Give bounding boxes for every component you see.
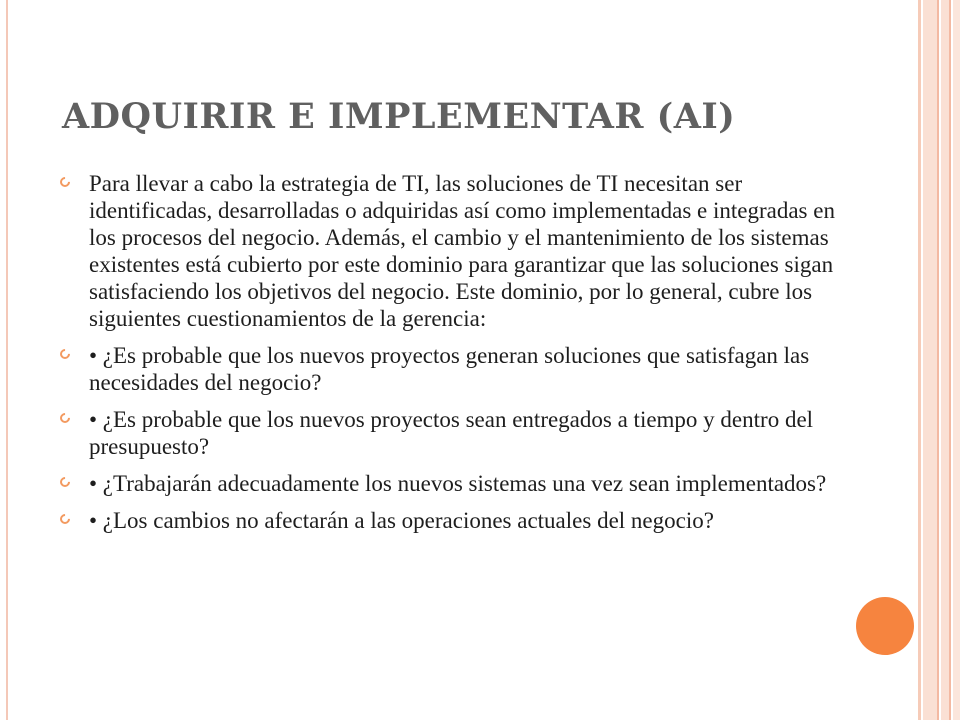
list-item-text: • ¿Es probable que los nuevos proyectos generan soluciones que satisfagan las necesidades del negocio? — [89, 343, 810, 395]
list-item-text: • ¿Los cambios no afectarán a las operaciones actuales del negocio? — [89, 508, 714, 533]
bullet-icon — [58, 347, 72, 361]
stripe — [953, 0, 960, 720]
decorative-circle-icon — [856, 597, 914, 655]
list-item — [60, 342, 850, 396]
list-item-text: • ¿Es probable que los nuevos proyectos sean entregados a tiempo y dentro del presupuesto? — [89, 407, 814, 459]
bullet-icon — [58, 512, 72, 526]
decorative-side-stripes — [918, 0, 960, 720]
bullet-icon — [58, 475, 72, 489]
stripe — [918, 0, 921, 720]
stripe — [949, 0, 951, 720]
stripe — [923, 0, 937, 720]
bullet-icon — [58, 411, 72, 425]
list-item — [60, 406, 850, 460]
list-item — [60, 507, 850, 534]
slide-title: ADQUIRIR E IMPLEMENTAR (AI) — [62, 96, 736, 137]
stripe — [941, 0, 949, 720]
list-item — [60, 470, 850, 497]
bullet-list — [60, 170, 850, 544]
list-item-text: • ¿Trabajarán adecuadamente los nuevos sistemas una vez sean implementados? — [89, 471, 827, 496]
list-item — [60, 170, 850, 332]
stripe — [937, 0, 939, 720]
bullet-icon — [58, 175, 72, 189]
list-item-text: Para llevar a cabo la estrategia de TI, las soluciones de TI necesitan ser identificadas, desarrolladas o adquiridas así como implementadas e integradas en los procesos del negocio. Además, el cambio y el mantenimiento de los sistemas existentes está cubierto por este dominio para garantizar que las soluciones sigan satisfaciendo los objetivos del negocio. Este dominio, por lo general, cubre los siguientes cuestionamientos de la gerencia: — [89, 171, 835, 331]
